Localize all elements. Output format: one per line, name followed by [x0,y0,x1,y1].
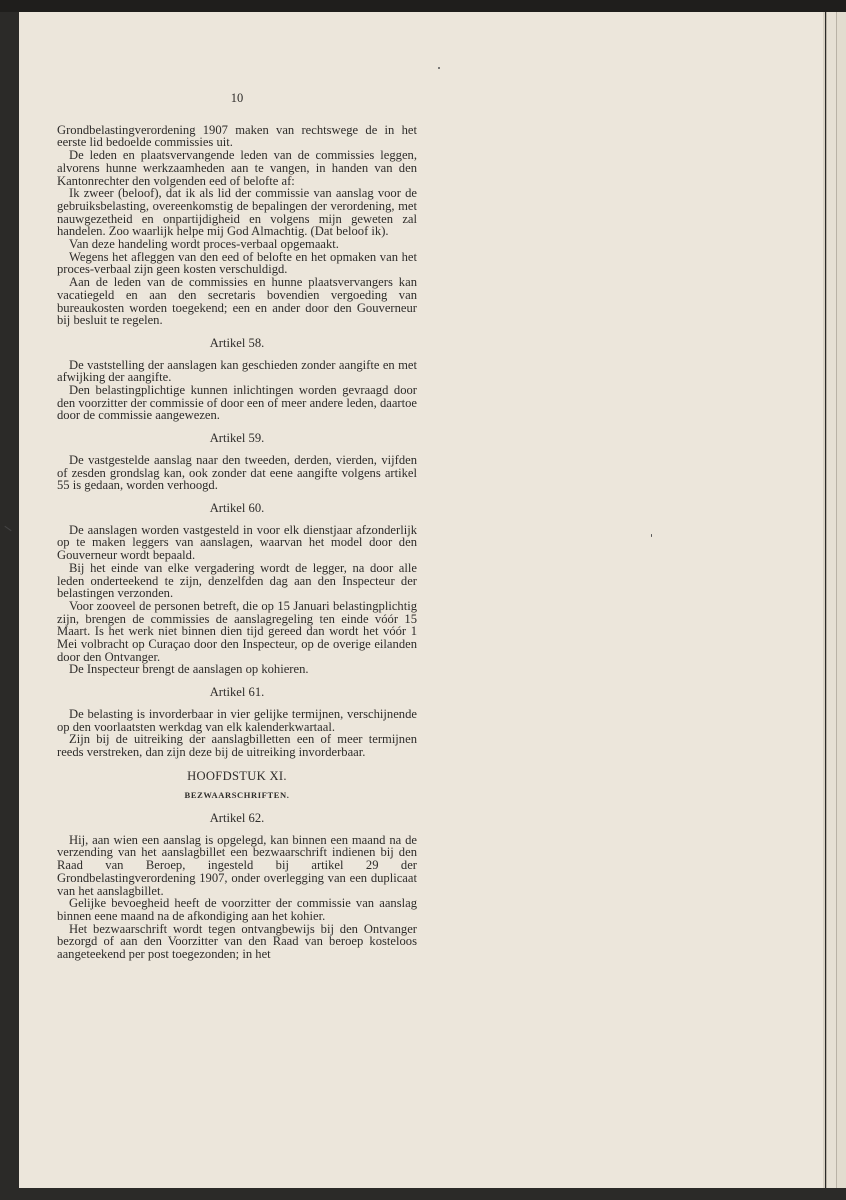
speck [651,534,652,537]
article-heading: Artikel 62. [209,811,265,826]
paragraph: De leden en plaatsvervangende leden van de commissies leggen, alvorens hunne werkzaamheden aan te vangen, in handen van den Kantonrechter den volgenden eed of belofte af: [57,148,417,188]
article-heading: Artikel 60. [209,500,265,515]
article-heading: Artikel 58. [209,335,265,350]
page-edge-1 [826,12,836,1188]
paragraph: Gelijke bevoegheid heeft de voorzitter der commissie van aanslag binnen eene maand na de afkondiging aan het kohier. [57,896,417,923]
paragraph: Van deze handeling wordt proces-verbaal opgemaakt. [69,237,339,252]
paragraph: Zijn bij de uitreiking der aanslagbilletten een of meer termijnen reeds verstreken, dan zijn deze bij de uitreiking invorderbaar. [57,732,417,759]
margin-mark [4,526,11,531]
paragraph: Voor zooveel de personen betreft, die op 15 Januari belastingplichtig zijn, brengen de commissies de aanslagregeling ten einde vóór 15 Maart. Is het werk niet binnen dien tijd gereed dan wordt het vóór 1 Mei volbracht op Curaçao door den Inspecteur, op de overige eilanden door den Ontvanger. [57,598,417,664]
page-number: 10 [230,91,244,105]
paragraph: Den belastingplichtige kunnen inlichtingen worden gevraagd door den voorzitter der commissie of door een of meer andere leden, daartoe door de commissie aangewezen. [57,383,417,423]
article-heading: Artikel 59. [209,431,265,446]
paragraph: Hij, aan wien een aanslag is opgelegd, kan binnen een maand na de verzending van het aanslagbillet een bezwaarschrift indienen bij den Raad van Beroep, ingesteld bij artikel 29 der Grondbelastingverordening 1907, onder overlegging van een duplicaat van het aanslagbillet. [57,832,417,898]
speck [438,67,440,69]
scan-bed-edge [0,0,846,12]
paragraph: Wegens het afleggen van den eed of belofte en het opmaken van het proces-verbaal zijn geen kosten verschuldigd. [57,249,417,277]
paragraph: De Inspecteur brengt de aanslagen op kohieren. [69,662,309,677]
paragraph: De vaststelling der aanslagen kan geschieden zonder aangifte en met afwijking der aangifte. [57,357,417,385]
paragraph: De aanslagen worden vastgesteld in voor elk dienstjaar afzonderlijk op te maken leggers van aanslagen, waarvan het model door den Gouverneur wordt bepaald. [57,522,417,563]
paragraph: De vastgestelde aanslag naar den tweeden, derden, vierden, vijfden of zesden grondslag kan, ook zonder dat eene aangifte volgens artikel 55 is gedaan, worden verhoogd. [57,452,417,493]
text-column [57,92,417,961]
article-heading: Artikel 61. [209,685,265,700]
section-title: BEZWAARSCHRIFTEN. [184,790,290,801]
chapter-heading: HOOFDSTUK XI. [187,768,287,783]
paragraph: Aan de leden van de commissies en hunne plaatsvervangers kan vacatiegeld en aan den secretaris bovendien vergoeding van bureaukosten worden toegekend; een en ander door den Gouverneur bij besluit te regelen. [57,275,417,328]
text-blocks [57,124,417,961]
paragraph: Het bezwaarschrift wordt tegen ontvangbewijs bij den Ontvanger bezorgd of aan den Voorzitter van den Raad van beroep kosteloos aangeteekend per post toegezonden; in het [57,921,417,962]
paragraph: Ik zweer (beloof), dat ik als lid der commissie van aanslag voor de gebruiksbelasting, overeenkomstig de bepalingen der verordening, met nauwgezetheid en onpartijdigheid en volgens mijn geweten zal handelen. Zoo waarlijk helpe mij God Almachtig. (Dat beloof ik). [57,186,417,239]
paragraph: Bij het einde van elke vergadering wordt de legger, na door alle leden onderteekend te zijn, denzelfden dag aan den Inspecteur der belastingen verzonden. [57,560,417,601]
paragraph: De belasting is invorderbaar in vier gelijke termijnen, verschijnende op den voorlaatsten werkdag van elk kalenderkwartaal. [57,706,417,734]
paragraph: Grondbelastingverordening 1907 maken van rechtswege de in het eerste lid bedoelde commissies uit. [57,122,417,150]
page-edge-2 [836,12,846,1188]
